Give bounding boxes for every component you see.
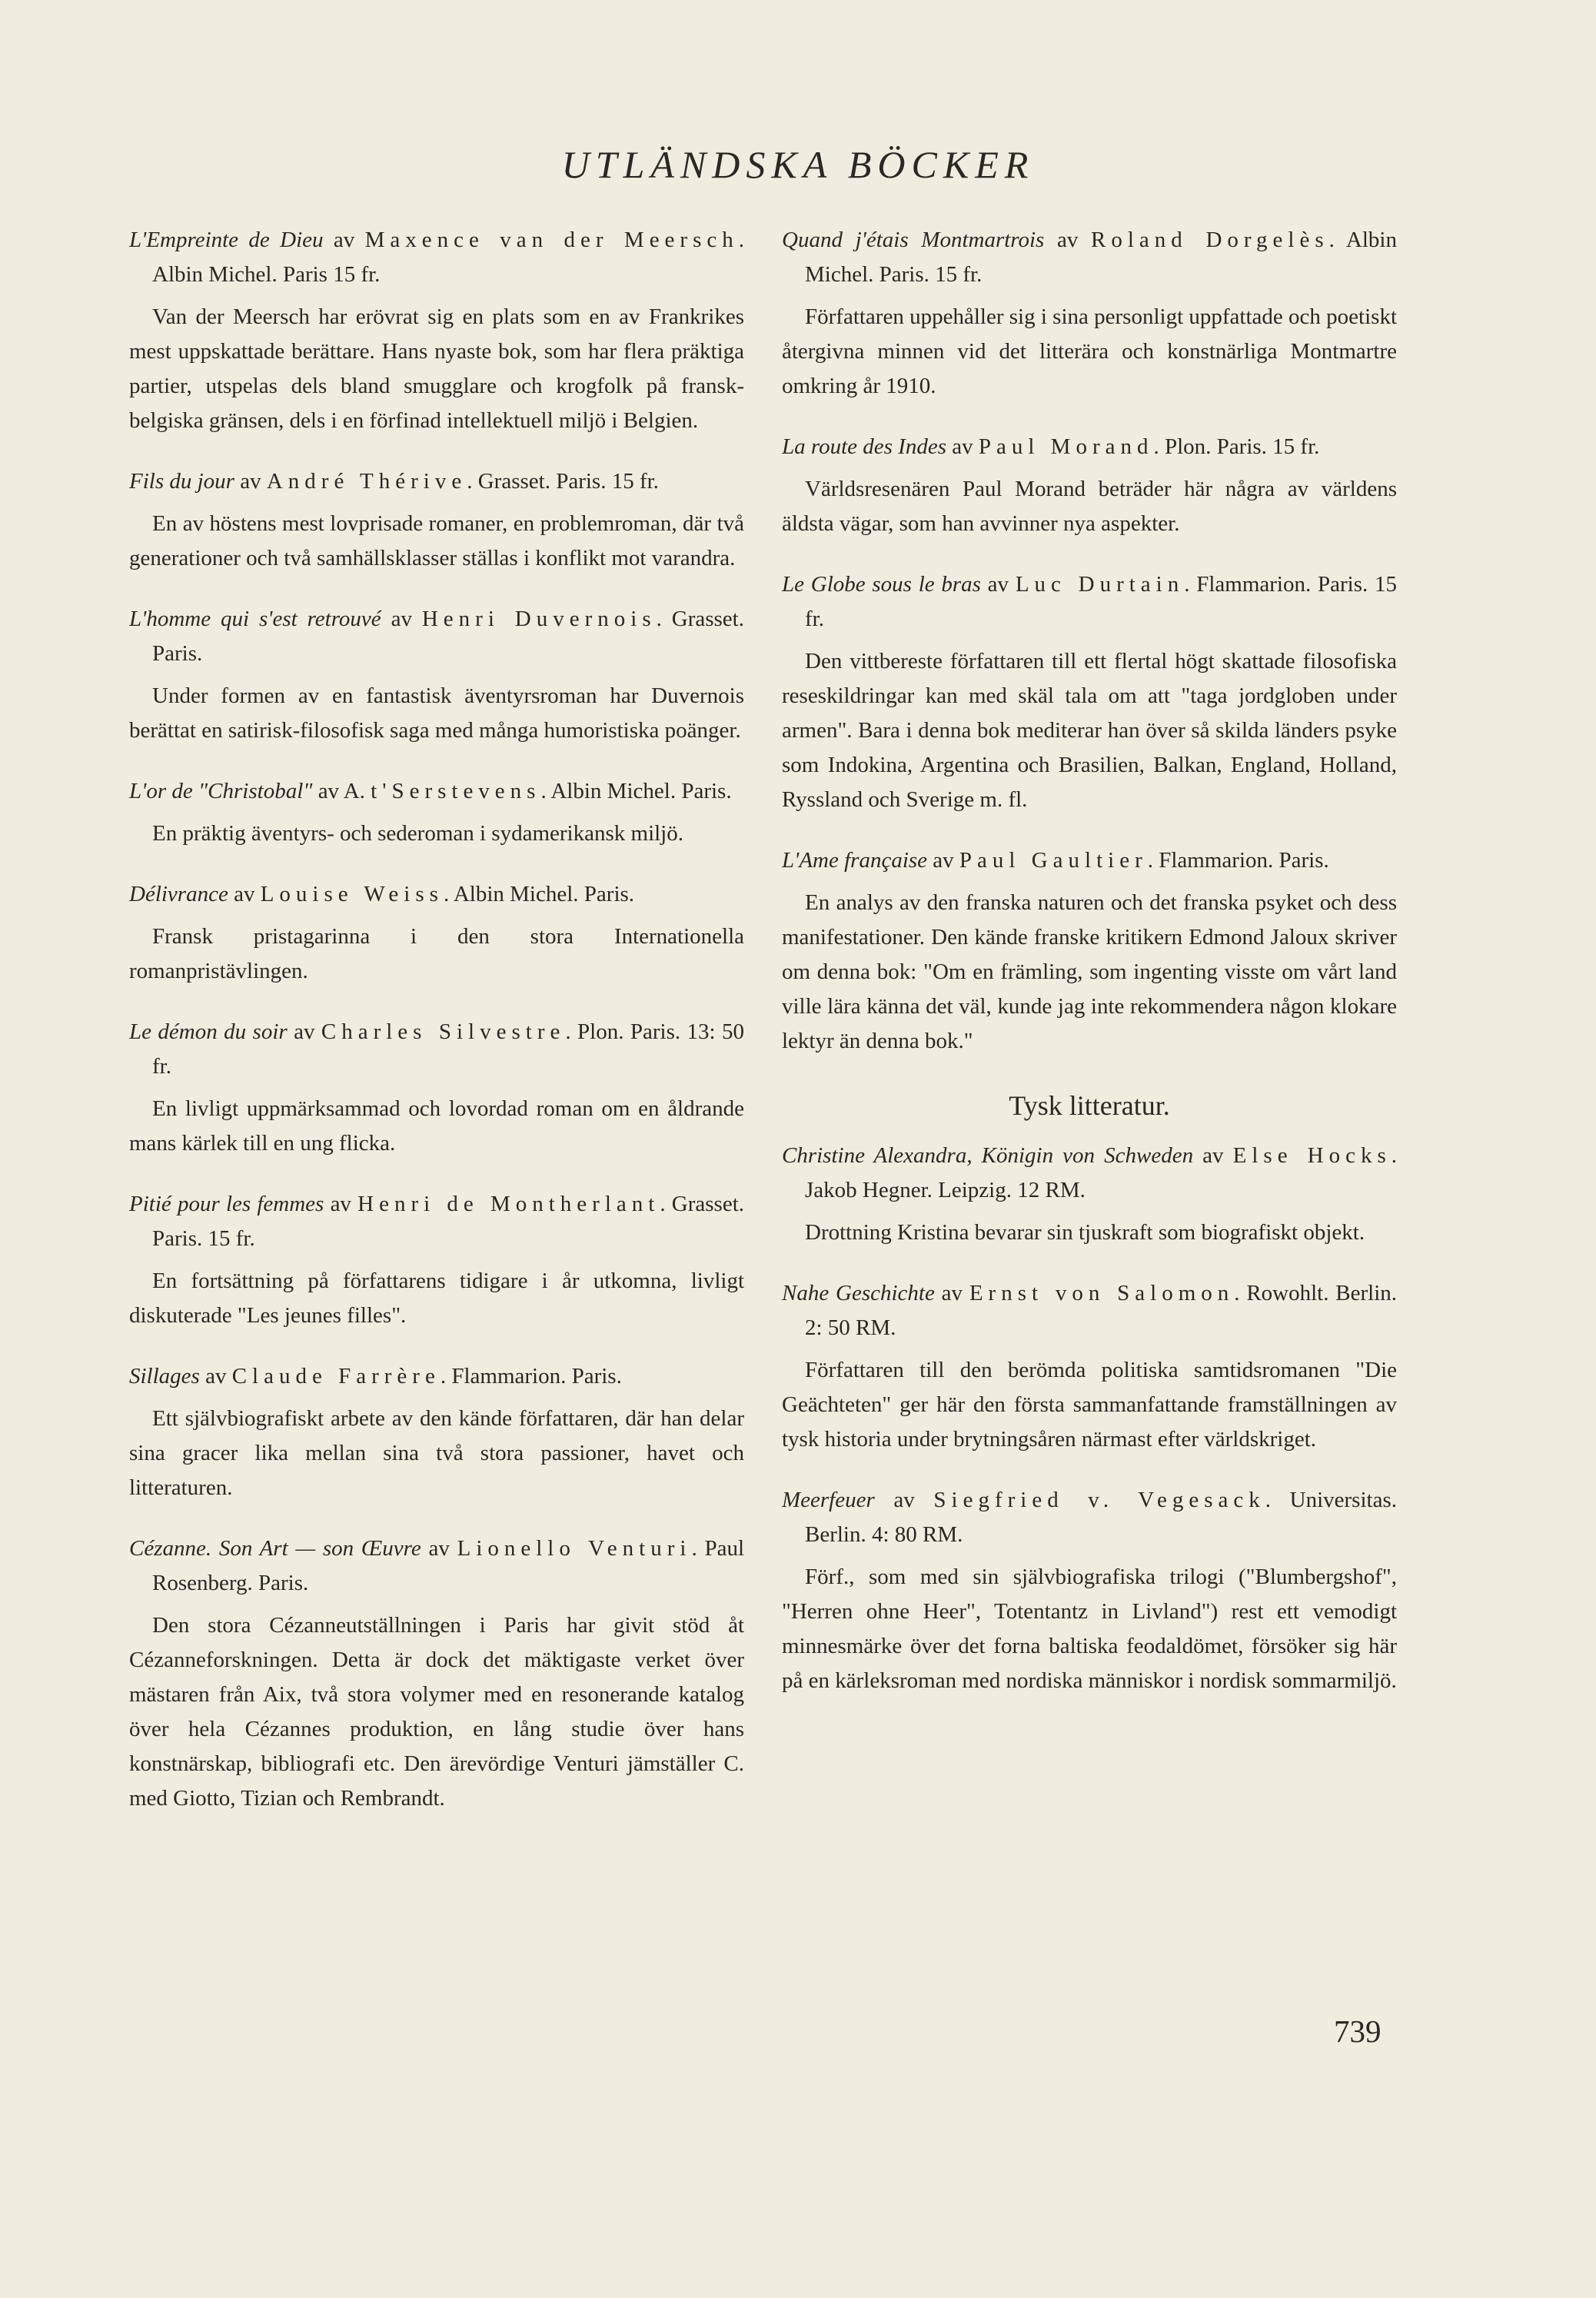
book-review — [129, 774, 744, 851]
book-citation — [129, 602, 744, 671]
book-review — [782, 1483, 1397, 1698]
publication-info: . Plon. Paris. 15 fr. — [1153, 434, 1320, 459]
review-text: Författaren uppehåller sig i sina personligt uppfattade och poetiskt återgivna minnen vid det litterära och konstnärliga Montmartre omkring år 1910. — [782, 304, 1397, 398]
publication-info: . Paul Rosenberg. Paris. — [152, 1536, 744, 1595]
publication-info: . Albin Michel. Paris. 15 fr. — [805, 228, 1397, 287]
author-name: Else Hocks — [1232, 1143, 1392, 1168]
section-heading-german: Tysk litteratur. — [1009, 1090, 1170, 1121]
book-review — [782, 1139, 1397, 1250]
by-text: av — [934, 1281, 969, 1305]
book-citation — [129, 877, 744, 912]
by-text: av — [323, 228, 365, 252]
review-text: En livligt uppmärksammad och lovordad roman om en åldrande mans kärlek till en ung flicka. — [129, 1096, 744, 1156]
publication-info: . Rowohlt. Berlin. 2: 50 RM. — [805, 1281, 1397, 1340]
author-name: Charles Silvestre — [321, 1019, 566, 1044]
book-review — [782, 1276, 1397, 1457]
publication-info: . Universitas. Berlin. 4: 80 RM. — [805, 1488, 1397, 1547]
book-citation — [129, 223, 744, 292]
by-text: av — [228, 882, 261, 906]
left-column — [129, 223, 744, 1842]
author-name: Roland Dorgelès — [1091, 228, 1329, 252]
book-review — [129, 1015, 744, 1161]
book-review — [129, 877, 744, 989]
book-review — [129, 1359, 744, 1505]
book-title: L'Empreinte de Dieu — [129, 228, 324, 252]
book-citation — [782, 223, 1397, 292]
publication-info: . Albin Michel. Paris. — [443, 882, 635, 906]
review-text: Under formen av en fantastisk äventyrsroman har Duvernois berättat en satirisk-filosofisk saga med många humoristiska poänger. — [129, 683, 744, 743]
by-text: av — [421, 1536, 457, 1561]
book-title: Quand j'étais Montmartrois — [782, 228, 1045, 252]
book-citation — [782, 1276, 1397, 1345]
book-title: Fils du jour — [129, 469, 234, 494]
author-name: Lionello Venturi — [457, 1536, 692, 1561]
publication-info: . Albin Michel. Paris 15 fr. — [152, 228, 744, 287]
book-title: Le Globe sous le bras — [782, 572, 981, 597]
book-title: L'or de "Christobal" — [129, 779, 313, 803]
book-title: L'Ame française — [782, 848, 928, 873]
author-name: Louise Weiss — [260, 882, 444, 906]
publication-info: . Flammarion. Paris. 15 fr. — [805, 572, 1397, 631]
book-title: Nahe Geschichte — [782, 1281, 935, 1305]
review-text: Författaren till den berömda politiska samtidsromanen "Die Geächteten" ger här den första sammanfattande framställningen av tysk historia under brytningsåren närmast efter världskriget. — [782, 1358, 1397, 1452]
review-text: En analys av den franska naturen och det franska psyket och dess manifestationer. Den kände franske kritikern Edmond Jaloux skriver om denna bok: "Om en främling, som ingenting visste om vårt land ville lära känna det väl, kunde jag inte rekommendera någon klokare lektyr än denna bok." — [782, 890, 1397, 1053]
book-review — [782, 567, 1397, 817]
review-text: En av höstens mest lovprisade romaner, en problemroman, där två generationer och två samhällsklasser ställas i konflikt mot varandra. — [129, 511, 744, 570]
book-citation — [129, 1531, 744, 1601]
by-text: av — [234, 469, 267, 494]
page-number: 739 — [1334, 2014, 1382, 2049]
book-title: La route des Indes — [782, 434, 946, 459]
review-text: Förf., som med sin självbiografiska trilogi ("Blumbergshof", "Herren ohne Heer", Totentantz in Livland") rest ett vemodigt minnesmärke över det forna baltiska feodaldömet, försöker sig här på en kärleksroman med nordiska människor i nordisk sommarmiljö. — [782, 1565, 1397, 1693]
review-text: Ett självbiografiskt arbete av den kände författaren, där han delar sina gracer lika mellan sina två stora passioner, havet och litteraturen. — [129, 1406, 744, 1500]
publication-info: . Grasset. Paris. 15 fr. — [467, 469, 659, 494]
french-reviews — [782, 223, 1397, 1059]
book-citation — [782, 843, 1397, 878]
book-citation — [129, 464, 744, 499]
author-name: Claude Farrère — [231, 1364, 441, 1388]
by-text: av — [980, 572, 1016, 597]
book-title: Sillages — [129, 1364, 200, 1388]
review-text: Drottning Kristina bevarar sin tjuskraft som biografiskt objekt. — [805, 1220, 1365, 1245]
author-name: Paul Morand — [978, 434, 1154, 459]
book-citation — [782, 430, 1397, 464]
author-name: Henri de Montherlant — [357, 1192, 660, 1216]
book-review — [129, 602, 744, 748]
book-citation — [782, 1139, 1397, 1208]
publication-info: . Plon. Paris. 13: 50 fr. — [152, 1019, 744, 1079]
book-title: Cézanne. Son Art — son Œuvre — [129, 1536, 421, 1561]
review-text: Den stora Cézanneutställningen i Paris har givit stöd åt Cézanneforskningen. Detta är dock det mäktigaste verket över mästaren från Aix, två stora volymer med en resonerande katalog över hela Cézannes produktion, en lång studie över hans konstnärskap, bibliografi etc. Den ärevördige Venturi jämställer C. med Giotto, Tizian och Rembrandt. — [129, 1613, 744, 1811]
author-name: Maxence van der Meersch — [364, 228, 739, 252]
by-text: av — [381, 607, 422, 631]
publication-info: . Jakob Hegner. Leipzig. 12 RM. — [805, 1143, 1397, 1202]
book-review — [782, 843, 1397, 1059]
by-text: av — [324, 1192, 358, 1216]
page-title: UTLÄNDSKA BÖCKER — [561, 143, 1035, 186]
publication-info: . Flammarion. Paris. — [1147, 848, 1329, 873]
book-citation — [129, 1359, 744, 1394]
german-reviews — [782, 1139, 1397, 1698]
book-title: Pitié pour les femmes — [129, 1192, 324, 1216]
author-name: Henri Duvernois — [421, 607, 657, 631]
author-name: Ernst von Salomon — [969, 1281, 1235, 1305]
book-review — [129, 1187, 744, 1333]
publication-info: . Grasset. Paris. — [152, 607, 744, 666]
review-text: En fortsättning på författarens tidigare i år utkomna, livligt diskuterade "Les jeunes filles". — [129, 1269, 744, 1328]
author-name: t'Serstevens — [371, 779, 541, 803]
book-review — [782, 223, 1397, 404]
book-title: Meerfeuer — [782, 1488, 875, 1512]
publication-info: . Albin Michel. Paris. — [540, 779, 732, 803]
by-text: av — [927, 848, 959, 873]
author-name: Luc Durtain — [1015, 572, 1185, 597]
publication-info: . Flammarion. Paris. — [440, 1364, 622, 1388]
book-citation — [129, 1015, 744, 1084]
review-text: Fransk pristagarinna i den stora Internationella romanpristävlingen. — [129, 924, 744, 983]
author-name: Paul Gaultier — [959, 848, 1148, 873]
by-text: av — [287, 1019, 321, 1044]
review-text: Van der Meersch har erövrat sig en plats som en av Frankrikes mest uppskattade berättare. Hans nyaste bok, som har flera präktiga partier, utspelas dels bland smugglare och krogfolk på fransk-belgiska gränsen, dels i en förfinad intellektuell miljö i Belgien. — [129, 304, 744, 433]
by-text: av — [874, 1488, 934, 1512]
book-review — [782, 430, 1397, 541]
by-text: av A. — [312, 779, 371, 803]
review-text: Världsresenären Paul Morand beträder här några av världens äldsta vägar, som han avvinner nya aspekter. — [782, 477, 1397, 536]
author-name: André Thérive — [266, 469, 467, 494]
by-text: av — [1044, 228, 1092, 252]
book-title: L'homme qui s'est retrouvé — [129, 607, 381, 631]
book-citation — [782, 1483, 1397, 1552]
book-citation — [129, 1187, 744, 1256]
book-review — [129, 223, 744, 438]
publication-info: . Grasset. Paris. 15 fr. — [152, 1192, 745, 1251]
right-column — [782, 223, 1397, 1724]
review-text: Den vittbereste författaren till ett flertal högt skattade filosofiska reseskildringar kan med skäl tala om att "taga jordgloben under armen". Bara i denna bok mediterar han över så skilda länders psyke som Indokina, Argentina och Brasilien, Balkan, England, Holland, Ryssland och Sverige m. fl. — [782, 649, 1397, 812]
review-text: En präktig äventyrs- och sederoman i sydamerikansk miljö. — [152, 821, 683, 846]
by-text: av — [1193, 1143, 1233, 1168]
book-title: Christine Alexandra, Königin von Schweden — [782, 1143, 1194, 1168]
by-text: av — [199, 1364, 232, 1388]
book-review — [129, 1531, 744, 1816]
author-name: Siegfried v. Vegesack — [933, 1488, 1265, 1512]
book-review — [129, 464, 744, 576]
by-text: av — [946, 434, 979, 459]
book-citation — [129, 774, 744, 809]
book-title: Délivrance — [129, 882, 228, 906]
book-title: Le démon du soir — [129, 1019, 288, 1044]
book-citation — [782, 567, 1397, 637]
